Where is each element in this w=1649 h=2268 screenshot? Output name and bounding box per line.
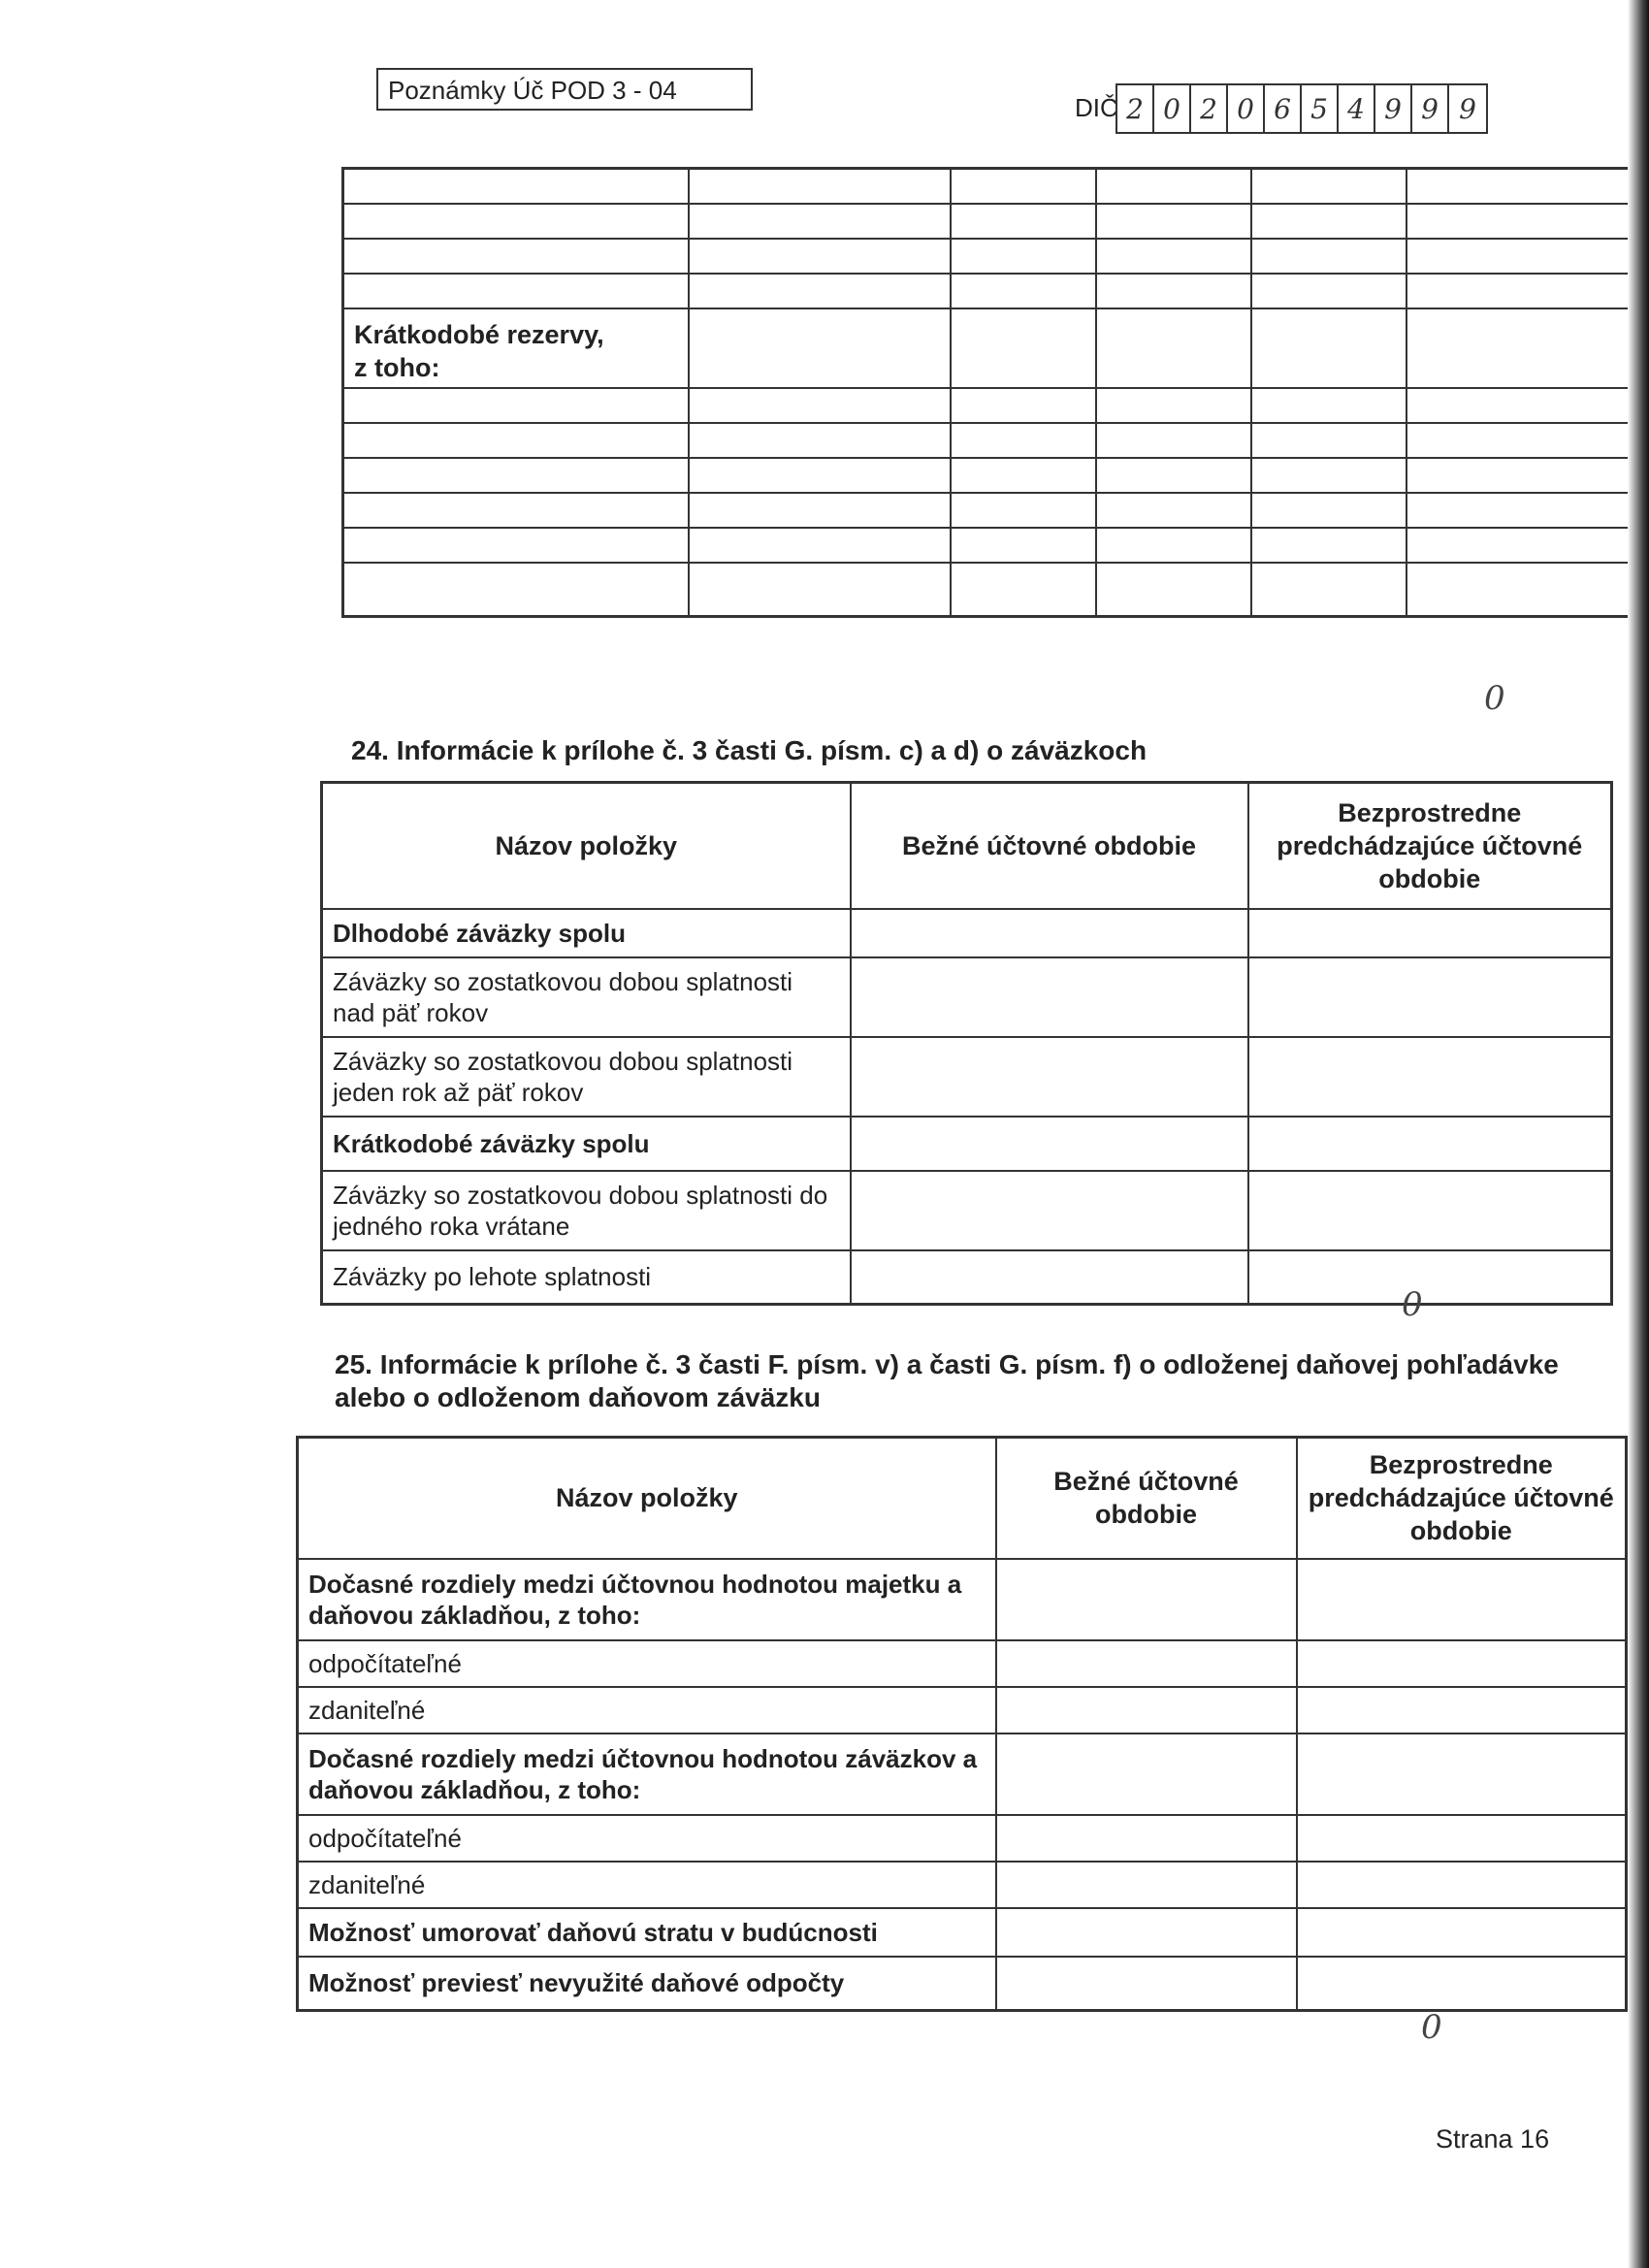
table-cell — [1406, 493, 1633, 528]
value-cell — [996, 1559, 1297, 1640]
table-cell — [1406, 204, 1633, 239]
table-cell — [343, 458, 689, 493]
col-header-previous: Bezprostredne predchádzajúce účtovné obdobie — [1297, 1438, 1627, 1559]
liabilities-table — [320, 781, 1613, 1306]
value-cell — [1248, 1171, 1612, 1250]
col-header-name: Názov položky — [298, 1438, 996, 1559]
table-cell — [1251, 204, 1406, 239]
table-cell — [1251, 528, 1406, 563]
value-cell — [1297, 1559, 1627, 1640]
table-cell — [1251, 423, 1406, 458]
row-label: Dlhodobé záväzky spolu — [322, 909, 851, 957]
value-cell — [996, 1640, 1297, 1687]
value-cell — [1297, 1733, 1627, 1815]
dic-field — [1116, 83, 1488, 134]
value-cell — [851, 1250, 1248, 1305]
table-cell — [1096, 493, 1251, 528]
row-label: Krátkodobé záväzky spolu — [322, 1117, 851, 1171]
row-label: odpočítateľné — [298, 1815, 996, 1862]
row-label: Záväzky po lehote splatnosti — [322, 1250, 851, 1305]
row-label: zdaniteľné — [298, 1862, 996, 1908]
value-cell — [1297, 1957, 1627, 2011]
deferred-tax-table — [296, 1436, 1628, 2012]
table-cell — [1406, 423, 1633, 458]
table-cell — [1096, 308, 1251, 388]
table-cell — [1406, 563, 1633, 617]
row-label: odpočítateľné — [298, 1640, 996, 1687]
reserves-table — [341, 167, 1634, 618]
table-cell — [1251, 169, 1406, 204]
table-cell — [1406, 458, 1633, 493]
value-cell — [1297, 1862, 1627, 1908]
row-label: Záväzky so zostatkovou dobou splatnosti jeden rok až päť rokov — [322, 1037, 851, 1117]
value-cell — [996, 1687, 1297, 1733]
value-cell — [1248, 1250, 1612, 1305]
table-cell — [951, 528, 1096, 563]
row-label: Dočasné rozdiely medzi účtovnou hodnotou majetku a daňovou základňou, z toho: — [298, 1559, 996, 1640]
section-25-title: 25. Informácie k prílohe č. 3 časti F. písm. v) a časti G. písm. f) o odloženej daňovej pohľadávke alebo o odloženom daňovom záväzku — [335, 1349, 1559, 1412]
table-cell — [951, 563, 1096, 617]
value-cell — [1248, 1117, 1612, 1171]
row-label: zdaniteľné — [298, 1687, 996, 1733]
row-label: Dočasné rozdiely medzi účtovnou hodnotou záväzkov a daňovou základňou, z toho: — [298, 1733, 996, 1815]
dic-digit: 2 — [1191, 85, 1228, 132]
table-cell — [951, 423, 1096, 458]
table-cell — [689, 308, 951, 388]
table-cell — [951, 388, 1096, 423]
table-cell — [689, 169, 951, 204]
table-cell — [343, 169, 689, 204]
table-cell — [689, 423, 951, 458]
table-cell — [343, 493, 689, 528]
value-cell — [1248, 1037, 1612, 1117]
value-cell — [996, 1862, 1297, 1908]
table-cell — [1096, 563, 1251, 617]
table-cell — [1406, 528, 1633, 563]
page-number: Strana 16 — [1436, 2124, 1550, 2154]
table-cell — [343, 388, 689, 423]
table-cell — [951, 308, 1096, 388]
table-cell — [1251, 388, 1406, 423]
table-cell — [951, 239, 1096, 274]
dic-digit: 5 — [1302, 85, 1339, 132]
table-cell — [951, 169, 1096, 204]
table-cell — [1096, 239, 1251, 274]
row-label: Záväzky so zostatkovou dobou splatnosti nad päť rokov — [322, 957, 851, 1037]
table-cell — [1406, 169, 1633, 204]
table-cell — [1096, 204, 1251, 239]
table-cell — [1251, 458, 1406, 493]
table-cell — [343, 239, 689, 274]
value-cell — [851, 1117, 1248, 1171]
table-cell — [1251, 274, 1406, 308]
table-cell — [951, 493, 1096, 528]
reserves-label: Krátkodobé rezervy, z toho: — [343, 308, 689, 388]
dic-digit: 0 — [1154, 85, 1191, 132]
table-cell — [1096, 169, 1251, 204]
col-header-name: Názov položky — [322, 783, 851, 909]
table-cell — [1096, 528, 1251, 563]
table-cell — [1096, 423, 1251, 458]
handwritten-zero: 0 — [1402, 1285, 1423, 1324]
table-cell — [1251, 563, 1406, 617]
col-header-current: Bežné účtovné obdobie — [851, 783, 1248, 909]
form-label: Poznámky Úč POD 3 - 04 — [376, 68, 753, 111]
value-cell — [1297, 1815, 1627, 1862]
table-cell — [343, 274, 689, 308]
table-cell — [951, 458, 1096, 493]
handwritten-zero: 0 — [1484, 679, 1505, 718]
table-cell — [689, 458, 951, 493]
dic-digit: 9 — [1412, 85, 1449, 132]
dic-digit: 2 — [1117, 85, 1154, 132]
table-cell — [1251, 239, 1406, 274]
value-cell — [996, 1815, 1297, 1862]
value-cell — [1248, 909, 1612, 957]
dic-digit: 4 — [1339, 85, 1375, 132]
table-cell — [951, 274, 1096, 308]
table-cell — [343, 528, 689, 563]
dic-digit: 0 — [1228, 85, 1265, 132]
table-cell — [689, 528, 951, 563]
table-cell — [1406, 308, 1633, 388]
table-cell — [1251, 308, 1406, 388]
section-24-title: 24. Informácie k prílohe č. 3 časti G. písm. c) a d) o záväzkoch — [351, 735, 1148, 765]
col-header-previous: Bezprostredne predchádzajúce účtovné obdobie — [1248, 783, 1612, 909]
value-cell — [1248, 957, 1612, 1037]
table-cell — [1406, 388, 1633, 423]
handwritten-zero: 0 — [1421, 2008, 1442, 2047]
table-cell — [1096, 458, 1251, 493]
table-cell — [689, 204, 951, 239]
value-cell — [851, 1171, 1248, 1250]
value-cell — [851, 1037, 1248, 1117]
col-header-current: Bežné účtovné obdobie — [996, 1438, 1297, 1559]
table-cell — [689, 274, 951, 308]
table-cell — [1096, 388, 1251, 423]
row-label: Možnosť previesť nevyužité daňové odpočty — [298, 1957, 996, 2011]
table-cell — [1251, 493, 1406, 528]
value-cell — [996, 1908, 1297, 1957]
dic-digit: 6 — [1265, 85, 1302, 132]
table-cell — [689, 388, 951, 423]
table-cell — [951, 204, 1096, 239]
value-cell — [1297, 1640, 1627, 1687]
dic-label: DIČ — [1075, 93, 1118, 122]
table-cell — [689, 563, 951, 617]
table-cell — [689, 493, 951, 528]
scan-edge — [1628, 0, 1649, 2268]
table-cell — [343, 563, 689, 617]
value-cell — [1297, 1687, 1627, 1733]
value-cell — [1297, 1908, 1627, 1957]
value-cell — [996, 1733, 1297, 1815]
dic-digit: 9 — [1375, 85, 1412, 132]
row-label: Záväzky so zostatkovou dobou splatnosti do jedného roka vrátane — [322, 1171, 851, 1250]
table-cell — [1096, 274, 1251, 308]
table-cell — [343, 423, 689, 458]
value-cell — [851, 957, 1248, 1037]
table-cell — [1406, 239, 1633, 274]
row-label: Možnosť umorovať daňovú stratu v budúcnosti — [298, 1908, 996, 1957]
dic-digit: 9 — [1459, 92, 1476, 125]
table-cell — [1406, 274, 1633, 308]
value-cell — [996, 1957, 1297, 2011]
table-cell — [343, 204, 689, 239]
table-cell — [689, 239, 951, 274]
value-cell — [851, 909, 1248, 957]
